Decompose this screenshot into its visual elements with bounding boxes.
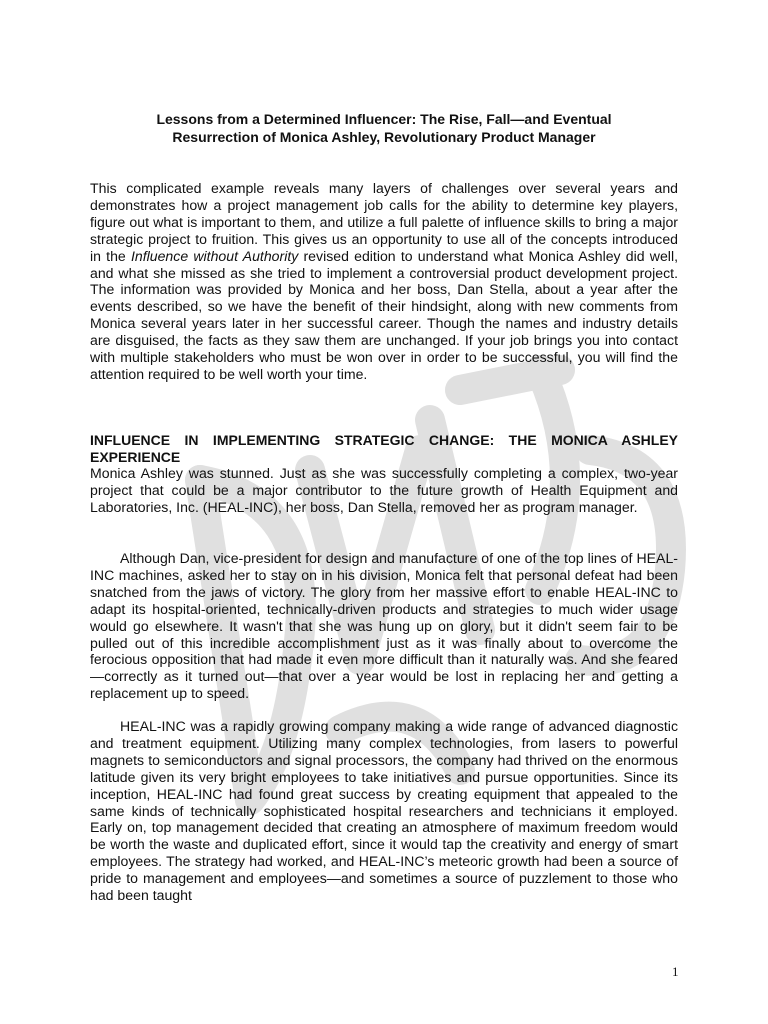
paragraph-2: Monica Ashley was stunned. Just as she was successfully completing a complex, two-year project that could be a major contributor to the future growth of Health Equipment and Laboratories, Inc. (HEAL-INC), her boss, Dan Stella, removed her as program manager. (90, 465, 678, 515)
title-line-1: Lessons from a Determined Influencer: The Rise, Fall—and Eventual (156, 111, 612, 127)
intro-text-1: This complicated example reveals many layers of challenges over several years and demonstrates how a project management job calls for the ability to determine key players, figure out what is important to them, and utilize a full palette of influence skills to bring a major strategic project to fruition. This gives us an opportunity to use all of the concepts introduced in the (90, 180, 678, 264)
paragraph-3: Although Dan, vice-president for design and manufacture of one of the top lines of HEAL-INC machines, asked her to stay on in his division, Monica felt that personal defeat had been snatched from the jaws of victory. The glory from her massive effort to enable HEAL-INC to adapt its hospital-oriented, technically-driven products and strategies to much wider usage would go elsewhere. It wasn't that she was hung up on glory, but it didn't seem fair to be pulled out of this incredible accomplishment just as it was finally about to overcome the ferocious opposition that had made it even more difficult than it naturally was. And she feared—correctly as it turned out—that over a year would be lost in replacing her and getting a replacement up to speed. (90, 550, 678, 702)
paragraph-4: HEAL-INC was a rapidly growing company making a wide range of advanced diagnostic and treatment equipment. Utilizing many complex technologies, from lasers to powerful magnets to semiconductors and signal processors, the company had thrived on the enormous latitude given its very bright employees to take initiatives and pursue opportunities. Since its inception, HEAL-INC had found great success by creating equipment that appealed to the same kinds of technically sophisticated hospital researchers and technicians it employed. Early on, top management decided that creating an atmosphere of maximum freedom would be worth the waste and duplicated effort, since it would tap the creativity and energy of smart employees. The strategy had worked, and HEAL-INC’s meteoric growth had been a source of pride to management and employees—and sometimes a source of puzzlement to those who had been taught (90, 718, 678, 904)
title-line-2: Resurrection of Monica Ashley, Revolutionary Product Manager (172, 129, 596, 145)
document-title (90, 110, 678, 146)
intro-text-2: revised edition to understand what Monica Ashley did well, and what she missed as she tried to implement a controversial product development project. The information was provided by Monica and her boss, Dan Stella, about a year after the events described, so we have the benefit of their hindsight, along with new comments from Monica several years later in her successful career. Though the names and industry details are disguised, the facts as they saw them are unchanged. If your job brings you into contact with multiple stakeholders who must be won over in order to be successful, you will find the attention required to be well worth your time. (90, 247, 678, 382)
intro-book-title: Influence without Authority (130, 247, 299, 264)
intro-paragraph (90, 180, 678, 383)
page-number: 1 (672, 964, 679, 979)
section-heading: INFLUENCE IN IMPLEMENTING STRATEGIC CHANGE: THE MONICA ASHLEY EXPERIENCE (90, 432, 678, 465)
